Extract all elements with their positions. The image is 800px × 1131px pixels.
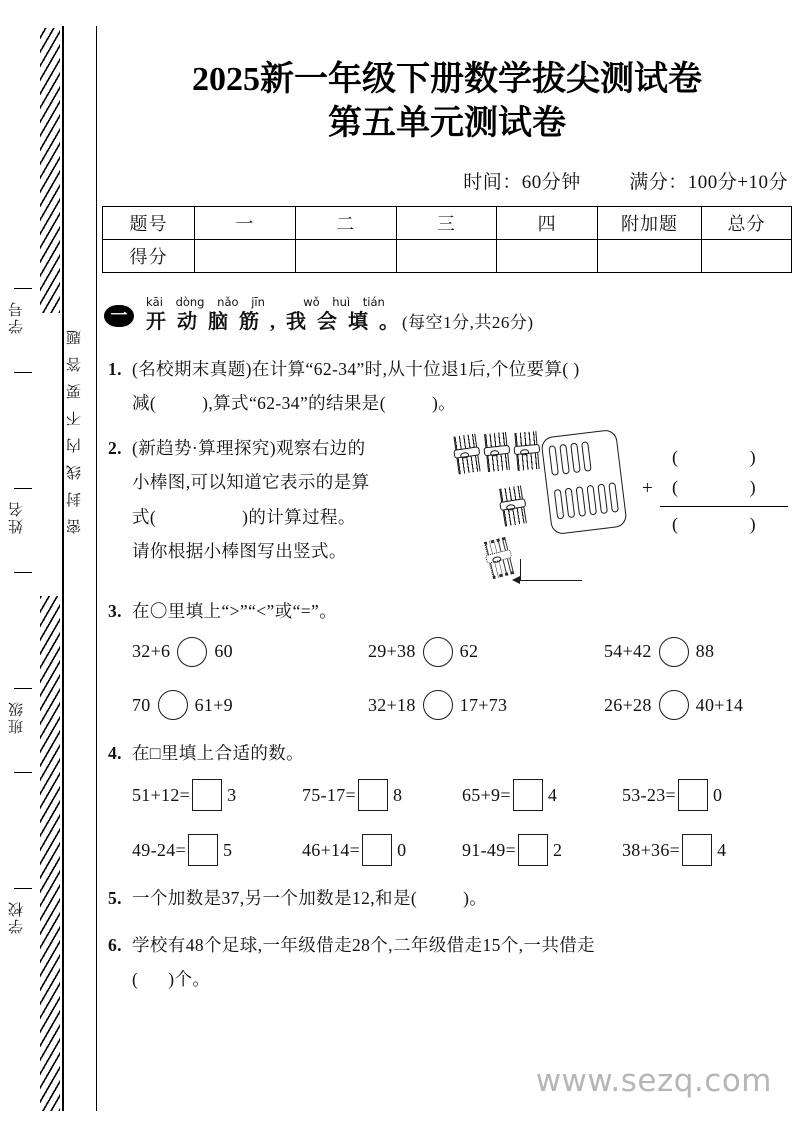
sidebar-label-name: 姓名 — [9, 500, 25, 534]
q5-suffix: )。 — [463, 887, 488, 908]
answer-box[interactable] — [362, 834, 392, 866]
box-equation-tail: 8 — [392, 784, 403, 805]
question-2 — [102, 431, 792, 581]
sidebar-tick-6 — [14, 772, 32, 773]
question-4 — [102, 736, 792, 868]
pinyin-6: huì — [332, 295, 351, 310]
section-pinyin — [146, 295, 792, 310]
q6-prefix: ( — [132, 969, 139, 990]
q2-blank-prefix: 式( — [132, 506, 157, 527]
comparison-circle[interactable] — [177, 637, 207, 667]
sidebar-label-school: 学校 — [9, 900, 25, 934]
answer-box[interactable] — [513, 779, 543, 811]
question-1-line-2 — [132, 386, 792, 420]
question-3-number: 3. — [108, 601, 122, 622]
loose-stick — [559, 444, 570, 475]
box-equation-8 — [622, 833, 792, 868]
score-cell-2[interactable] — [295, 240, 396, 273]
score-table — [102, 206, 792, 273]
pinyin-1: kāi — [146, 295, 163, 310]
exam-meta — [102, 167, 792, 194]
arrow-connector — [520, 559, 582, 581]
score-table-col-4: 四 — [497, 207, 598, 240]
question-6 — [102, 928, 792, 996]
question-2-line-2: 小棒图,可以知道它表示的是算 — [132, 472, 370, 493]
vertical-sum[interactable] — [666, 511, 762, 539]
q1-blank-a-prefix: 减( — [132, 393, 157, 414]
sidebar-tick-2 — [14, 372, 32, 373]
score-table-row-label-1: 题号 — [103, 207, 195, 240]
question-3-prompt: 在〇里填上“>”“<”或“=”。 — [132, 601, 338, 622]
box-fill-grid — [132, 778, 792, 868]
score-table-row-label-2: 得分 — [103, 240, 195, 273]
question-1 — [102, 352, 792, 420]
score-cell-6[interactable] — [702, 240, 792, 273]
comparison-item-1 — [132, 634, 368, 669]
loose-sticks-row-2 — [554, 482, 619, 519]
question-2-line-4: 请你根据小棒图写出竖式。 — [132, 540, 347, 561]
q1-line2-suffix: )。 — [431, 393, 457, 414]
score-cell-3[interactable] — [396, 240, 497, 273]
stick-bundle-2 — [484, 432, 510, 472]
loose-stick — [570, 443, 581, 474]
score-table-col-5: 附加题 — [598, 207, 702, 240]
vertical-row-2 — [642, 473, 792, 503]
box-equation-tail: 0 — [712, 784, 723, 805]
loose-stick — [581, 441, 592, 472]
box-equation-tail: 2 — [552, 839, 563, 860]
vertical-row-1 — [642, 443, 792, 473]
score-table-col-1: 一 — [195, 207, 296, 240]
box-equation-6 — [302, 833, 462, 868]
comparison-item-5 — [368, 688, 604, 723]
box-equation-7 — [462, 833, 622, 868]
box-equation-expr: 75-17= — [302, 784, 356, 805]
hatch-pattern-top — [40, 28, 60, 313]
box-equation-expr: 51+12= — [132, 784, 191, 805]
loose-stick — [608, 482, 619, 513]
answer-box[interactable] — [358, 779, 388, 811]
comparison-grid — [132, 634, 792, 722]
comparison-circle[interactable] — [659, 690, 689, 720]
comparison-left: 29+38 — [368, 641, 416, 662]
question-4-number: 4. — [108, 742, 122, 763]
question-4-prompt: 在□里填上合适的数。 — [132, 742, 305, 763]
loose-stick — [565, 488, 576, 519]
comparison-left: 54+42 — [604, 641, 652, 662]
comparison-left: 32+6 — [132, 641, 171, 662]
paren-open: ( — [672, 514, 679, 535]
paren-open: ( — [672, 477, 679, 498]
pinyin-2: dòng — [175, 295, 205, 310]
box-equation-tail: 5 — [222, 839, 233, 860]
comparison-right: 61+9 — [194, 694, 233, 715]
time-label: 时间：60分钟 — [463, 172, 581, 194]
box-equation-tail: 4 — [717, 839, 727, 860]
pinyin-5: wǒ — [303, 295, 320, 310]
loose-stick — [576, 486, 587, 517]
sidebar-label-student-id: 学号 — [9, 300, 25, 334]
comparison-item-6 — [604, 688, 792, 723]
score-cell-4[interactable] — [497, 240, 598, 273]
box-equation-3 — [462, 778, 622, 813]
vertical-addend-1[interactable] — [666, 444, 762, 472]
comparison-right: 40+14 — [695, 694, 744, 715]
sidebar-label-class: 班级 — [9, 700, 25, 734]
loose-stick — [586, 485, 597, 516]
comparison-right: 17+73 — [459, 694, 508, 715]
section-title-row — [146, 310, 792, 335]
score-table-col-3: 三 — [396, 207, 497, 240]
box-equation-expr: 91-49= — [462, 839, 516, 860]
answer-box[interactable] — [682, 834, 712, 866]
loose-stick — [597, 484, 608, 515]
box-equation-tail: 4 — [547, 784, 558, 805]
q1-blank-b-prefix: ),算式“62-34”的结果是( — [202, 393, 386, 414]
loose-sticks-row-1 — [548, 441, 591, 476]
score-cell-5[interactable] — [598, 240, 702, 273]
site-watermark: www.sezq.com — [535, 1063, 772, 1099]
comparison-circle[interactable] — [423, 690, 453, 720]
question-6-line-2 — [132, 962, 792, 996]
sidebar-tick-5 — [14, 688, 32, 689]
question-2-number: 2. — [108, 438, 122, 459]
section-points: (每空1分,共26分) — [402, 313, 534, 333]
box-equation-expr: 53-23= — [622, 784, 676, 805]
question-3 — [102, 594, 792, 722]
stick-bundle-4 — [499, 486, 527, 527]
sidebar-tick-1 — [14, 288, 32, 289]
loose-stick — [548, 446, 559, 477]
section-number-badge: 一 — [104, 305, 134, 327]
answer-box[interactable] — [188, 834, 218, 866]
answer-box[interactable] — [518, 834, 548, 866]
table-row-values — [103, 240, 792, 273]
comparison-left: 32+18 — [368, 694, 416, 715]
question-5 — [102, 881, 792, 915]
comparison-left: 70 — [132, 694, 151, 715]
vertical-addition-frame — [642, 431, 792, 540]
table-row-headers — [103, 207, 792, 240]
loose-sticks-box — [540, 429, 627, 536]
exam-page — [96, 0, 800, 1131]
comparison-right: 62 — [459, 641, 479, 662]
sidebar-tick-3 — [14, 488, 32, 489]
paren-open: ( — [672, 447, 679, 468]
vertical-rule-line — [660, 506, 788, 507]
arrow-head-icon — [512, 576, 520, 584]
stick-bundle-dotted — [484, 537, 515, 579]
loose-stick — [554, 489, 565, 520]
pinyin-4: jīn — [251, 295, 265, 310]
question-2-text — [132, 431, 452, 568]
question-2-line-3 — [132, 500, 452, 534]
question-6-number: 6. — [108, 935, 122, 956]
section-one-heading — [102, 295, 792, 339]
q5-prefix: 一个加数是37,另一个加数是12,和是( — [132, 887, 418, 908]
section-title-text: 开 动 脑 筋 , 我 会 填 。 — [146, 311, 402, 334]
box-equation-1 — [132, 778, 302, 813]
plus-operator: + — [642, 477, 654, 499]
box-equation-expr: 46+14= — [302, 839, 361, 860]
box-equation-tail: 0 — [397, 839, 407, 860]
sidebar-tick-7 — [14, 888, 32, 889]
q2-blank-suffix: )的计算过程。 — [242, 506, 356, 527]
stick-bundle-3 — [514, 431, 539, 471]
question-1-number: 1. — [108, 359, 122, 380]
seal-line-text: 密封线内不要答题 — [67, 318, 83, 534]
score-table-col-6: 总分 — [702, 207, 792, 240]
question-1-line-1: (名校期末真题)在计算“62-34”时,从十位退1后,个位要算( ) — [132, 359, 580, 380]
page-title — [102, 0, 792, 145]
stick-bundle-diagram — [454, 431, 624, 581]
box-equation-5 — [132, 833, 302, 868]
comparison-left: 26+28 — [604, 694, 652, 715]
stick-bundle-1 — [453, 434, 480, 475]
sealing-band — [0, 0, 96, 1131]
score-cell-1[interactable] — [195, 240, 296, 273]
comparison-item-3 — [604, 634, 792, 669]
sidebar-tick-4 — [14, 572, 32, 573]
q6-suffix: )个。 — [168, 969, 211, 990]
vertical-addend-2[interactable] — [666, 474, 762, 502]
paren-close: ) — [749, 447, 756, 468]
seal-inner-rule — [62, 26, 64, 1111]
title-line-2: 第五单元测试卷 — [328, 104, 566, 142]
score-table-col-2: 二 — [295, 207, 396, 240]
total-score-label: 满分：100分+10分 — [629, 172, 788, 194]
comparison-circle[interactable] — [423, 637, 453, 667]
comparison-right: 88 — [695, 641, 715, 662]
hatch-pattern-bottom — [40, 596, 60, 1111]
vertical-row-3 — [642, 510, 792, 540]
box-equation-2 — [302, 778, 462, 813]
pinyin-3: nǎo — [217, 295, 239, 310]
box-equation-expr: 49-24= — [132, 839, 186, 860]
question-5-text — [132, 881, 792, 915]
question-2-line-1: (新趋势·算理探究)观察右边的 — [132, 438, 366, 459]
question-6-line-1: 学校有48个足球,一年级借走28个,二年级借走15个,一共借走 — [132, 935, 596, 956]
comparison-right: 60 — [214, 641, 233, 662]
paren-close: ) — [749, 514, 756, 535]
comparison-circle[interactable] — [659, 637, 689, 667]
comparison-item-4 — [132, 688, 368, 723]
paren-close: ) — [749, 477, 756, 498]
box-equation-expr: 65+9= — [462, 784, 511, 805]
answer-box[interactable] — [678, 779, 708, 811]
pinyin-7: tián — [362, 295, 385, 310]
question-5-number: 5. — [108, 887, 122, 908]
answer-box[interactable] — [192, 779, 222, 811]
box-equation-4 — [622, 778, 792, 813]
title-line-1: 2025新一年级下册数学拔尖测试卷 — [192, 61, 702, 98]
box-equation-expr: 38+36= — [622, 839, 681, 860]
comparison-item-2 — [368, 634, 604, 669]
comparison-circle[interactable] — [158, 690, 188, 720]
box-equation-tail: 3 — [227, 784, 237, 805]
